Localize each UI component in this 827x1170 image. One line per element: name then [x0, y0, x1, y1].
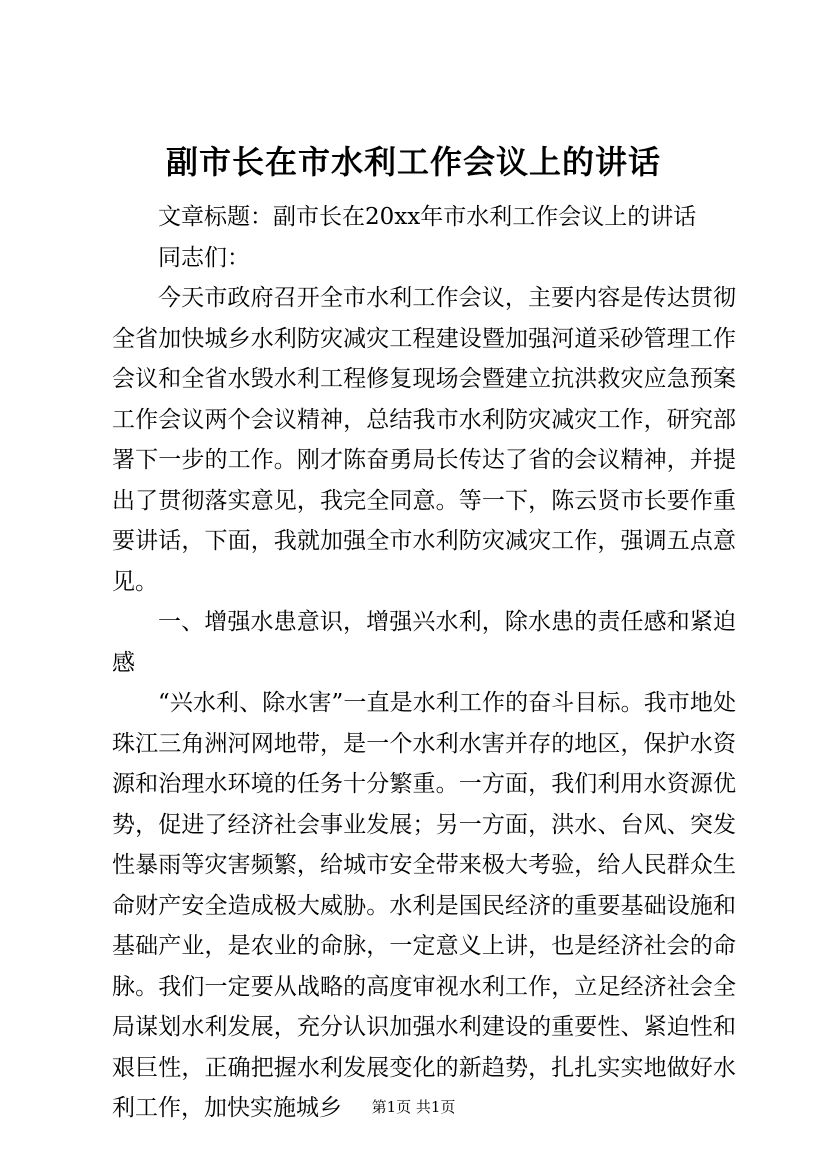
section-heading: 一、增强水患意识，增强兴水利，除水患的责任感和紧迫感 — [112, 609, 736, 676]
document-title: 副市长在市水利工作会议上的讲话 — [165, 143, 661, 181]
document-body — [112, 197, 736, 1129]
article-title-line: 文章标题：副市长在20xx年市水利工作会议上的讲话 — [158, 204, 697, 230]
page-footer: 第1页 共1页 — [371, 1098, 456, 1116]
body-paragraph: “兴水利、除水害”一直是水利工作的奋斗目标。我市地处珠江三角洲河网地带，是一个水利水害并存的地区，保护水资源和治理水环境的任务十分繁重。一方面，我们利用水资源优势，促进了经济社会事业发展；另一方面，洪水、台风、突发性暴雨等灾害频繁，给城市安全带来极大考验，给人民群众生命财产安全造成极大威胁。水利是国民经济的重要基础设施和基础产业，是农业的命脉，一定意义上讲，也是经济社会的命脉。我们一定要从战略的高度审视水利工作，立足经济社会全局谋划水利发展，充分认识加强水利建设的重要性、紧迫性和艰巨性，正确把握水利发展变化的新趋势，扎扎实实地做好水利工作，加快实施城乡 — [112, 690, 736, 1121]
body-paragraph: 今天市政府召开全市水利工作会议，主要内容是传达贯彻全省加快城乡水利防灾减灾工程建设暨加强河道采砂管理工作会议和全省水毁水利工程修复现场会暨建立抗洪救灾应急预案工作会议两个会议精神，总结我市水利防灾减灾工作，研究部署下一步的工作。刚才陈奋勇局长传达了省的会议精神，并提出了贯彻落实意见，我完全同意。等一下，陈云贤市长要作重要讲话，下面，我就加强全市水利防灾减灾工作，强调五点意见。 — [112, 285, 736, 595]
salutation: 同志们： — [158, 244, 250, 271]
